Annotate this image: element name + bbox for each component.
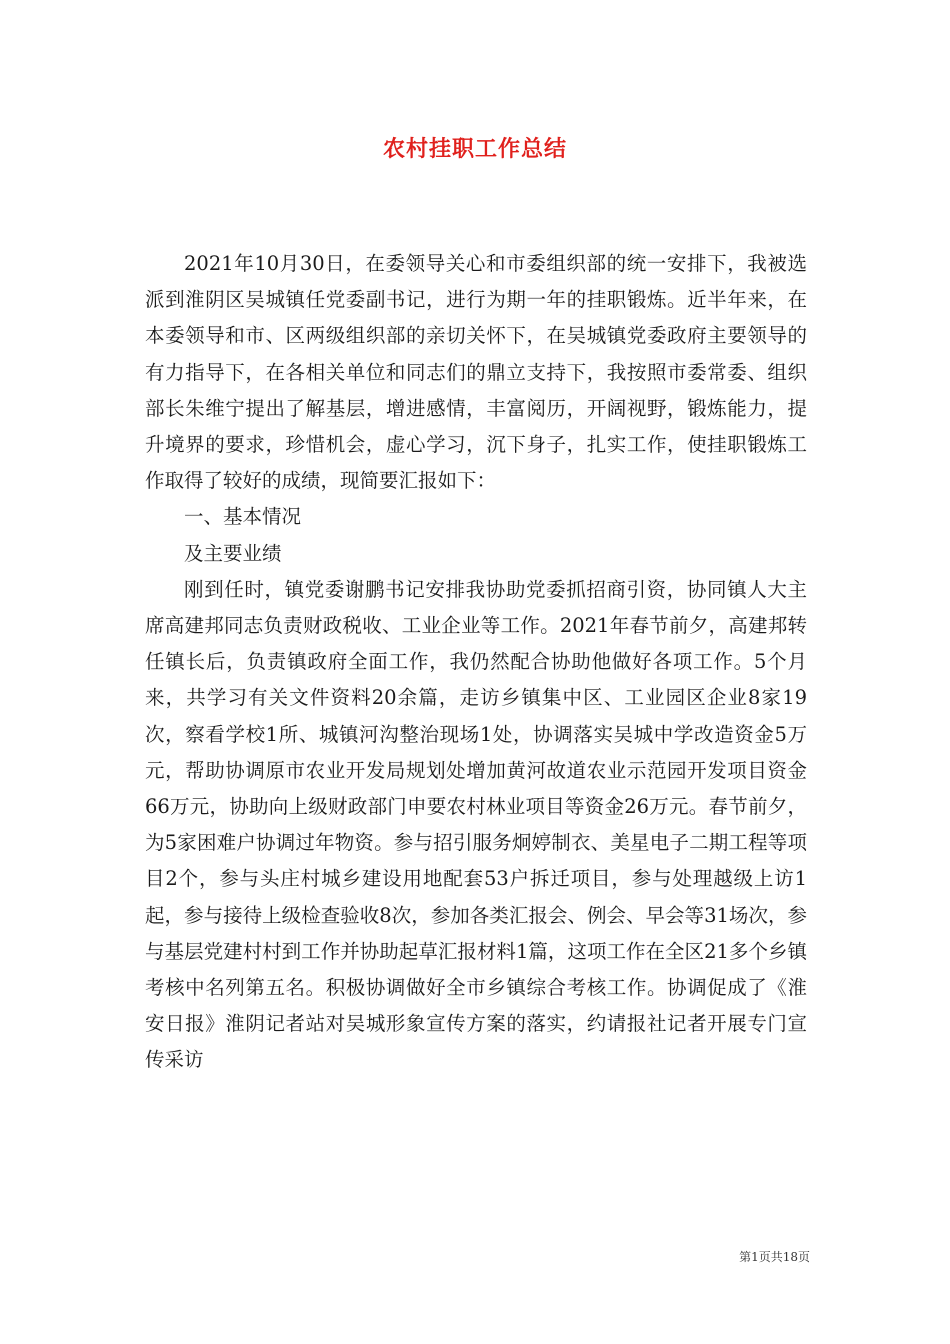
section-heading: 一、基本情况: [184, 505, 302, 529]
achievements-paragraph: 刚到任时，镇党委谢鹏书记安排我协助党委抓招商引资，协同镇人大主席高建邦同志负责财政税收、工业企业等工作。2021年春节前夕，高建邦转任镇长后，负责镇政府全面工作，我仍然配合协助他做好各项工作。5个月来，共学习有关文件资料20余篇，走访乡镇集中区、工业园区企业8家19次，察看学校1所、城镇河沟整治现场1处，协调落实吴城中学改造资金5万元，帮助协调原市农业开发局规划处增加黄河故道农业示范园开发项目资金66万元，协助向上级财政部门申要农村林业项目等资金26万元。春节前夕，为5家困难户协调过年物资。参与招引服务炯婷制衣、美星电子二期工程等项目2个，参与头庄村城乡建设用地配套53户拆迁项目，参与处理越级上访1起，参与接待上级检查验收8次，参加各类汇报会、例会、早会等31场次，参与基层党建村村到工作并协助起草汇报材料1篇，这项工作在全区21多个乡镇考核中名列第五名。积极协调做好全市乡镇综合考核工作。协调促成了《淮安日报》淮阴记者站对吴城形象宣传方案的落实，约请报社记者开展专门宣传采访: [145, 577, 807, 1072]
intro-paragraph: 2021年10月30日，在委领导关心和市委组织部的统一安排下，我被选派到淮阴区吴城镇任党委副书记，进行为期一年的挂职锻炼。近半年来，在本委领导和市、区两级组织部的亲切关怀下，在吴城镇党委政府主要领导的有力指导下，在各相关单位和同志们的鼎立支持下，我按照市委常委、组织部长朱维宁提出了解基层，增进感情，丰富阅历，开阔视野，锻炼能力，提升境界的要求，珍惜机会，虚心学习，沉下身子，扎实工作，使挂职锻炼工作取得了较好的成绩，现简要汇报如下：: [145, 252, 807, 493]
section-subheading: 及主要业绩: [184, 541, 282, 565]
document-title: 农村挂职工作总结: [382, 136, 567, 162]
document-body: [145, 246, 807, 1079]
page-number: 第1页共18页: [739, 1250, 810, 1264]
